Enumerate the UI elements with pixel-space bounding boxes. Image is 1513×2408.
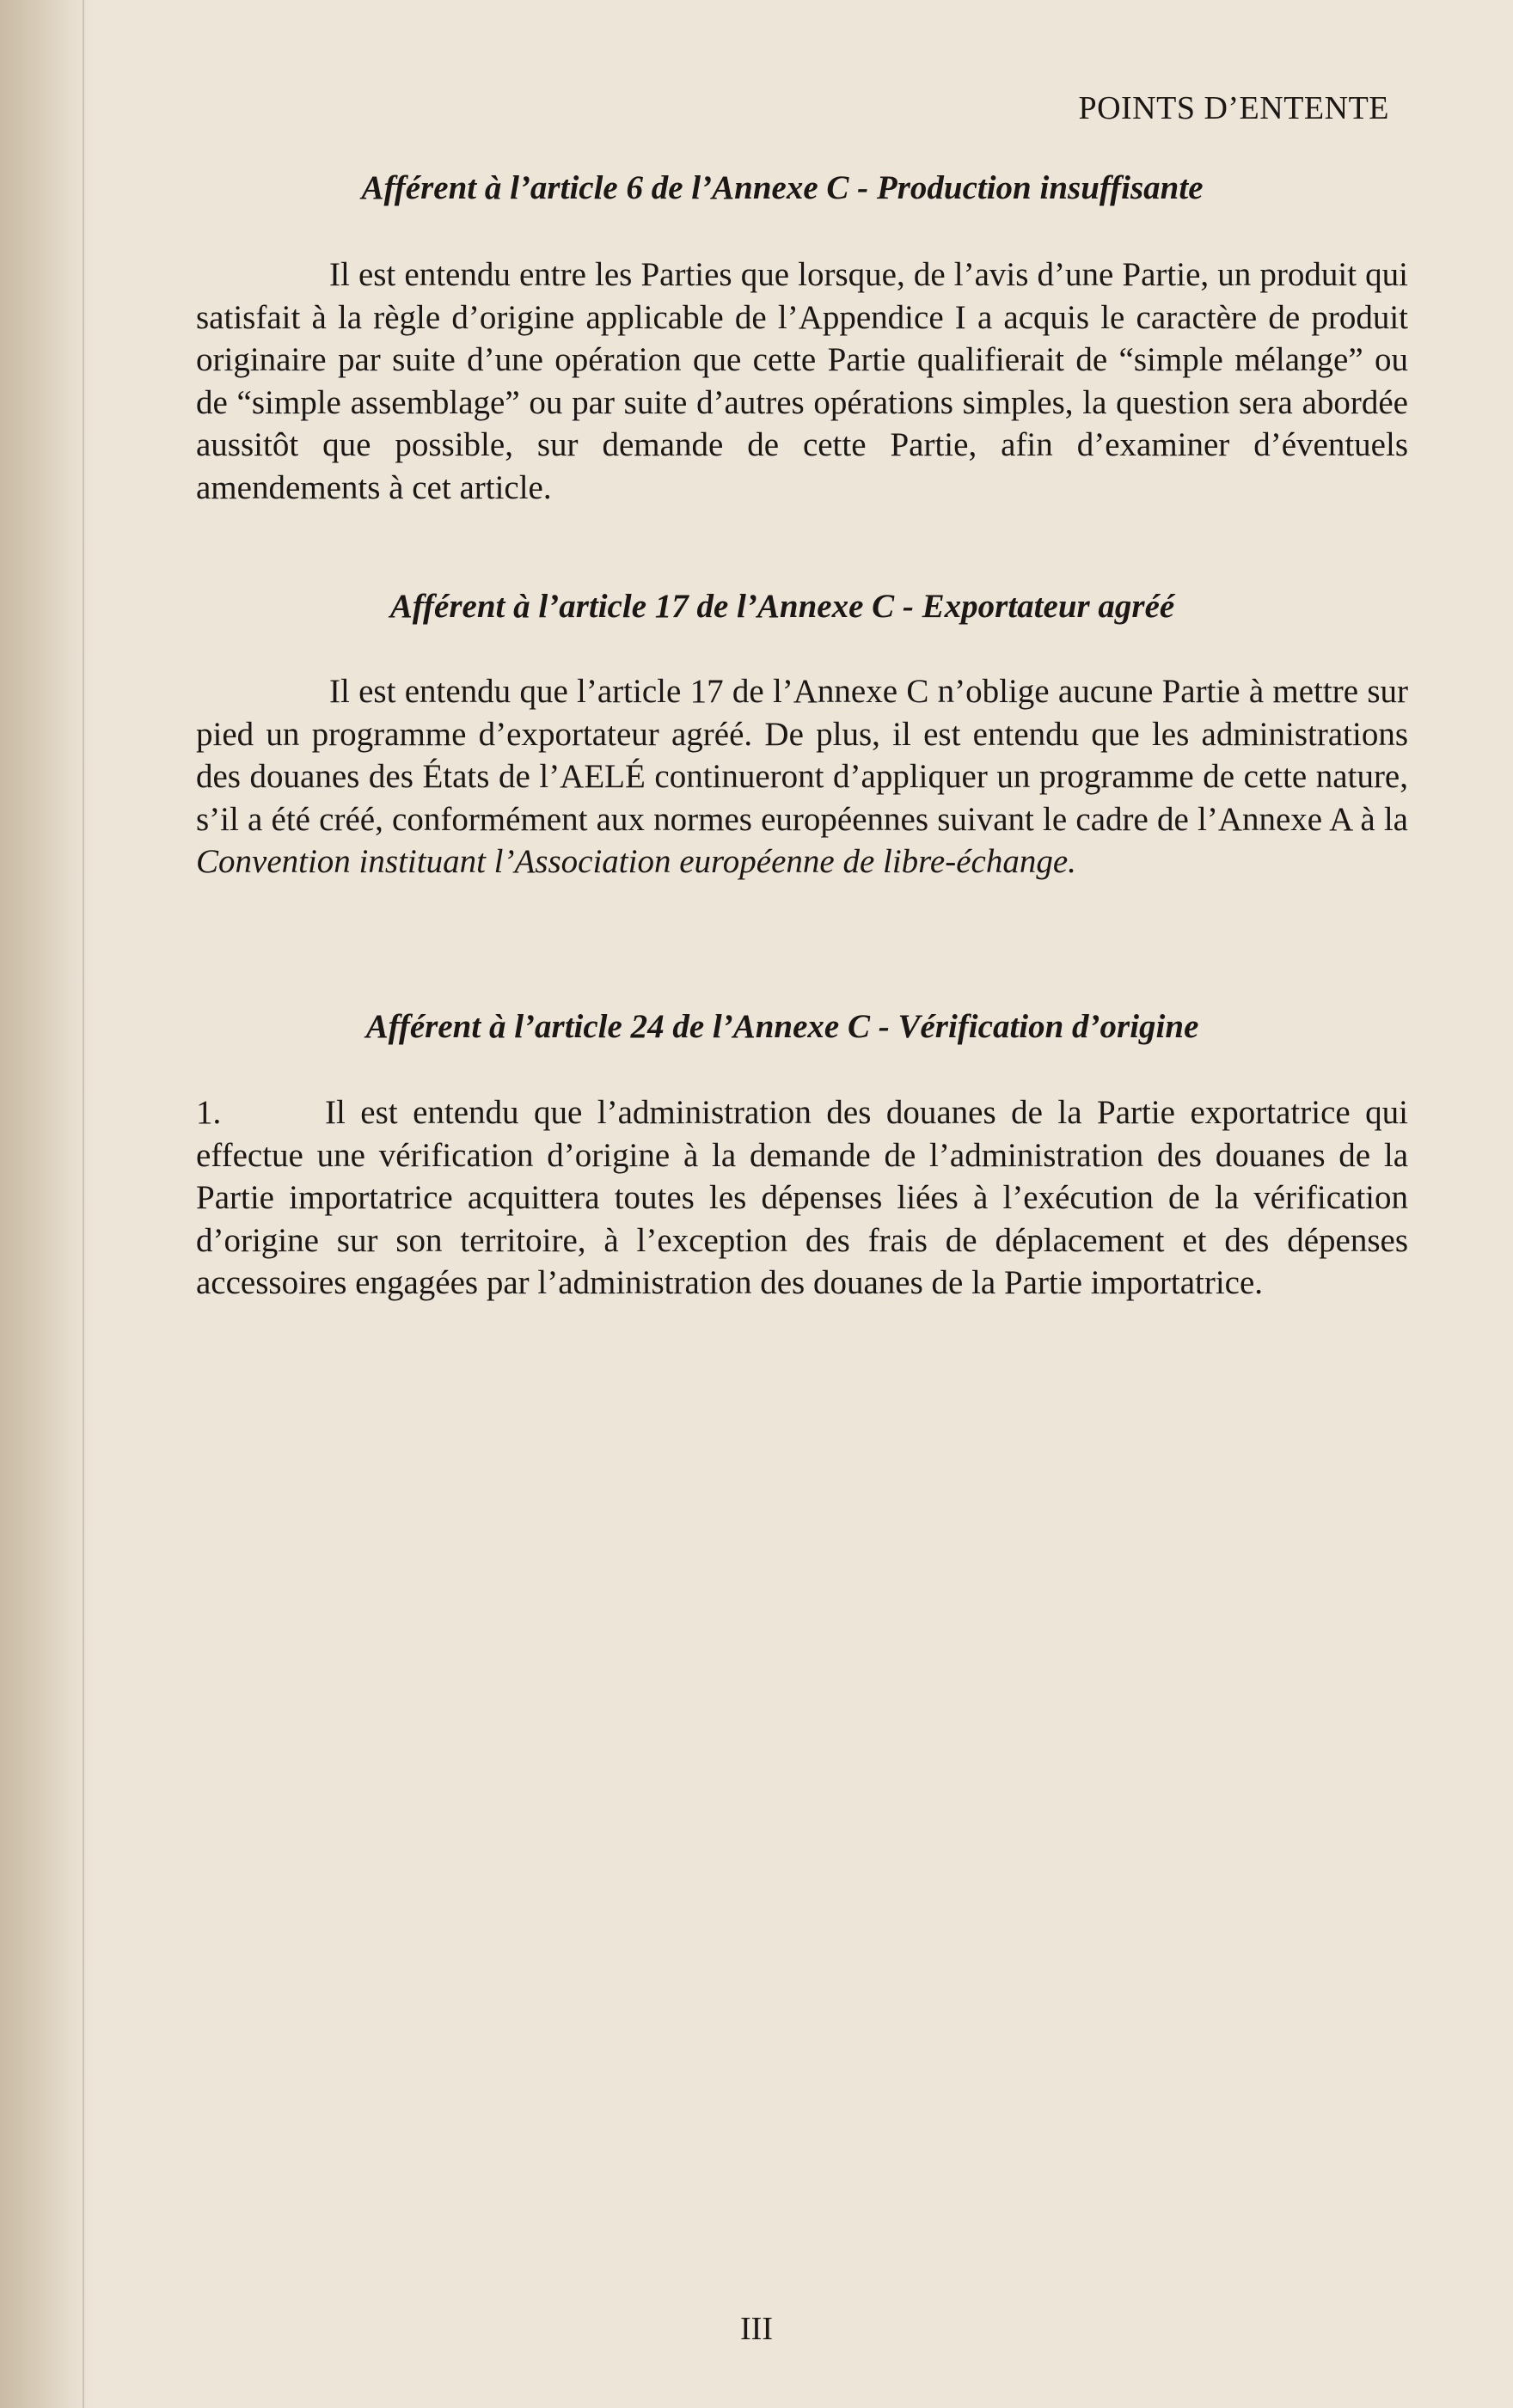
section-heading-article-17: Afférent à l’article 17 de l’Annexe C - Exportateur agréé: [389, 588, 1175, 625]
section-text-article-24: Il est entendu que l’administration des douanes de la Partie exportatrice qui effectue une vérification d’origine à la demande de l’administration des douanes de la Partie importatrice acquittera toutes les dépenses liées à l’exécution de la vérification d’origine sur son territoire, à l’exception des frais de déplacement et des dépenses accessoires engagées par l’administration des douanes de la Partie importatrice.: [196, 1094, 1408, 1301]
convention-title: Convention instituant l’Association européenne de libre-échange: [196, 843, 1069, 880]
sentence-end: .: [1068, 843, 1076, 880]
section-heading-article-24: Afférent à l’article 24 de l’Annexe C - Vérification d’origine: [365, 1008, 1199, 1045]
section-text-article-6: Il est entendu entre les Parties que lorsque, de l’avis d’une Partie, un produit qui satisfait à la règle d’origine applicable de l’Appendice I a acquis le caractère de produit originaire par suite d’une opération que cette Partie qualifierait de “simple mélange” ou de “simple assemblage” ou par suite d’autres opérations simples, la question sera abordée aussitôt que possible, sur demande de cette Partie, afin d’examiner d’éventuels amendements à cet article.: [196, 256, 1408, 506]
section-body-article-6: [196, 254, 1408, 509]
section-heading-article-6: Afférent à l’article 6 de l’Annexe C - Production insuffisante: [361, 169, 1204, 206]
page-number: III: [740, 2311, 773, 2347]
section-text-article-17: Il est entendu que l’article 17 de l’Annexe C n’oblige aucune Partie à mettre sur pied un programme d’exportateur agréé. De plus, il est entendu que les administrations des douanes des États de l’AELÉ continueront d’appliquer un programme de cette nature, s’il a été créé, conformément aux normes européennes suivant le cadre de l’Annexe A à la: [196, 673, 1408, 838]
section-body-article-17: [196, 670, 1408, 883]
section-body-article-24: [196, 1091, 1408, 1305]
running-head: POINTS D’ENTENTE: [1078, 90, 1389, 126]
paragraph-number: 1.: [196, 1094, 222, 1131]
